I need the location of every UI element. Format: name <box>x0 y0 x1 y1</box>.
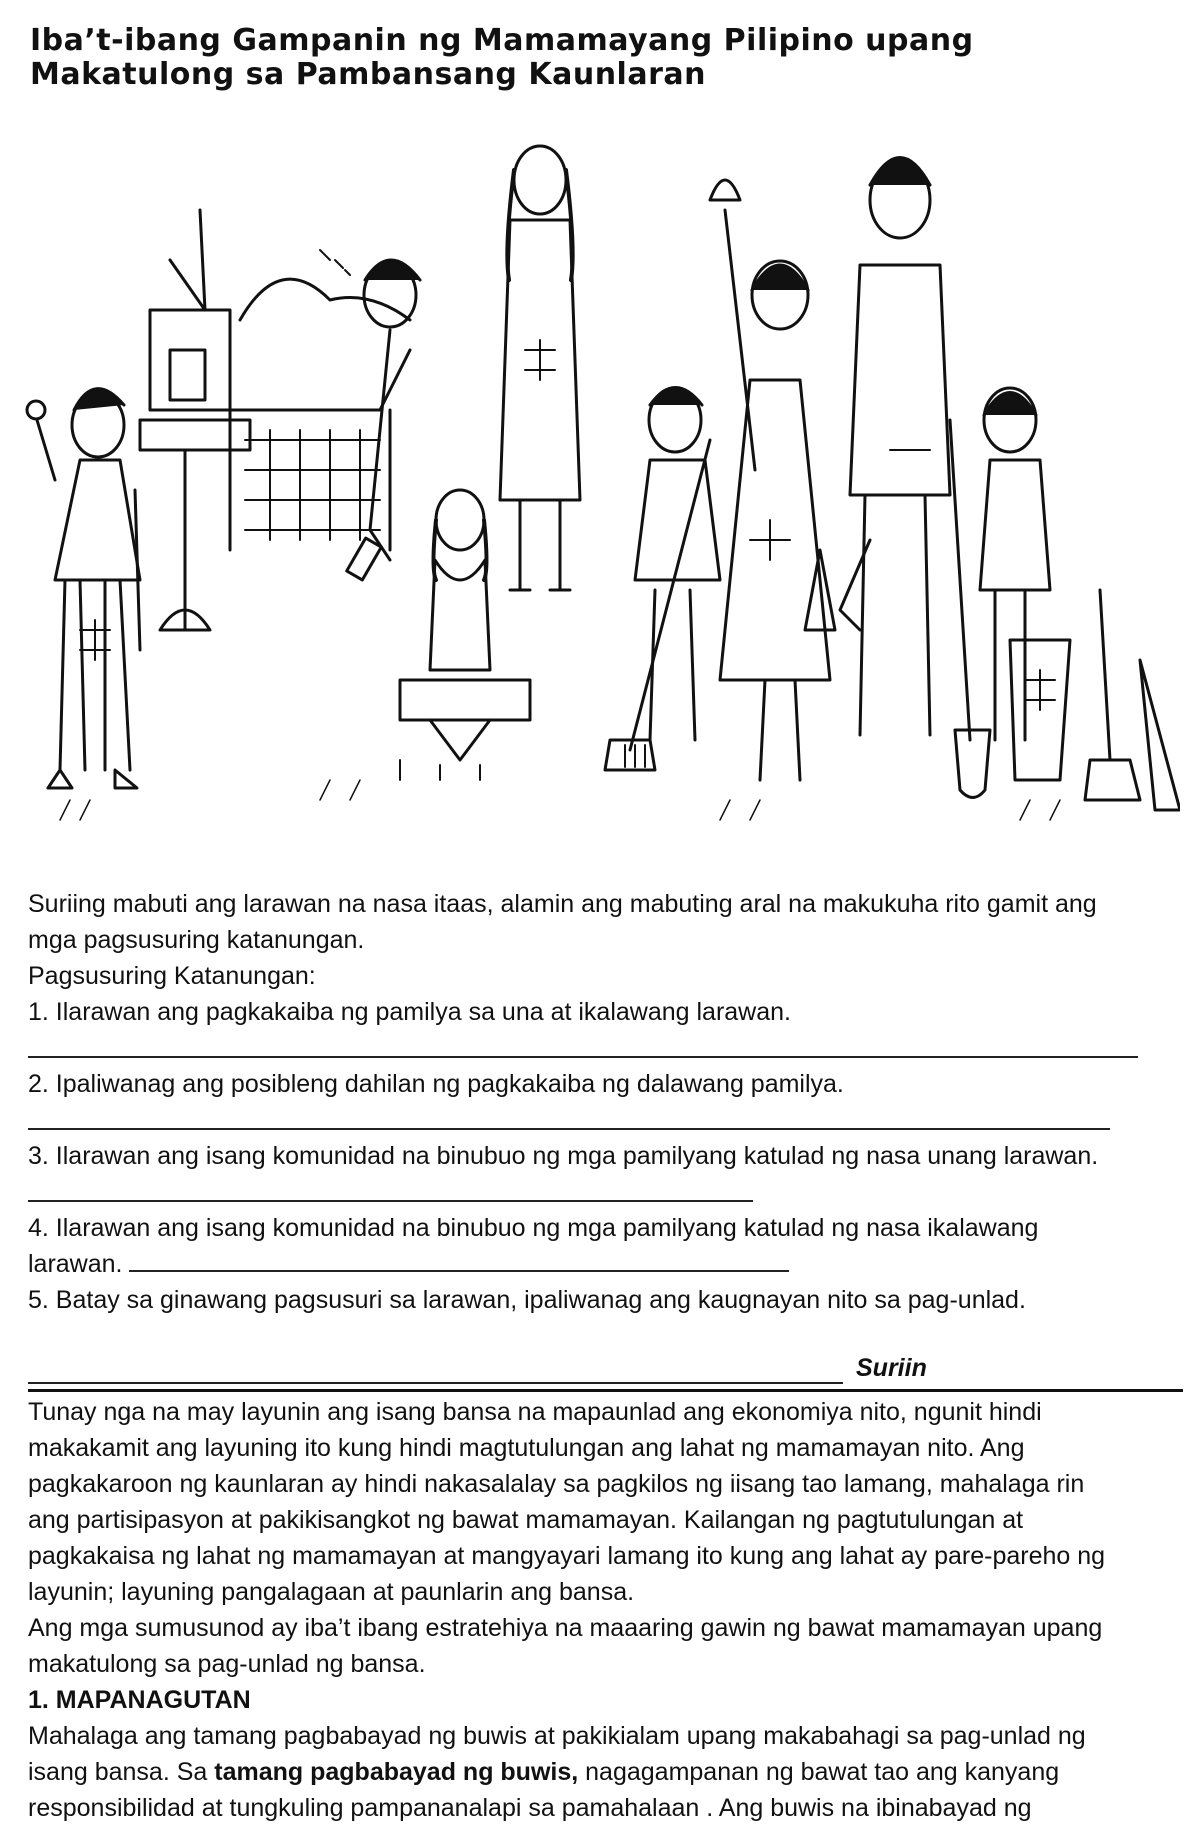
couch-figure <box>230 250 420 580</box>
question-1: 1. Ilarawan ang pagkakaiba ng pamilya sa una at ikalawang larawan. <box>28 998 791 1026</box>
family-illustration <box>20 120 1180 900</box>
girl-trash-figure <box>980 388 1070 780</box>
strategy-heading: 1. MAPANAGUTAN <box>28 1686 251 1714</box>
section-divider <box>28 1389 1183 1392</box>
intro-line: mga pagsusuring katanungan. <box>28 926 365 954</box>
boy-broom-figure <box>605 388 720 771</box>
question-2: 2. Ipaliwanag ang posibleng dahilan ng pagkakaiba ng dalawang pamilya. <box>28 1070 844 1098</box>
father-shovel-figure <box>840 158 990 798</box>
paragraph-line: makakamit ang layuning ito kung hindi magtutulungan ang lahat ng mamamayan nito. Ang <box>28 1434 1025 1462</box>
dustpan-figure <box>1085 590 1180 810</box>
answer-blank-4[interactable] <box>129 1248 789 1272</box>
paragraph-line: makatulong sa pag-unlad ng bansa. <box>28 1650 426 1678</box>
question-4-tail: larawan. <box>28 1250 123 1278</box>
page-title: Iba’t-ibang Gampanin ng Mamamayang Pilipino upang Makatulong sa Pambansang Kaunlaran <box>30 23 974 92</box>
paragraph-text: isang bansa. Sa <box>28 1758 215 1786</box>
question-4: 4. Ilarawan ang isang komunidad na binubuo ng mga pamilyang katulad ng nasa ikalawang <box>28 1214 1039 1242</box>
mother-figure <box>500 146 580 590</box>
paragraph-line: Mahalaga ang tamang pagbabayad ng buwis at pakikialam upang makabahagi sa pag-unlad ng <box>28 1722 1086 1750</box>
intro-line: Suriing mabuti ang larawan na nasa itaas, alamin ang mabuting aral na makukuha rito gamit ang <box>28 890 1097 918</box>
questions-heading: Pagsusuring Katanungan: <box>28 962 316 990</box>
paragraph-line: pagkakaisa ng lahat ng mamamayan at mangyayari lamang ito kung ang lahat ay pare-pareho ng <box>28 1542 1106 1570</box>
answer-blank-3[interactable] <box>28 1174 753 1202</box>
intro-section <box>28 886 1178 1318</box>
answer-blank-1[interactable] <box>28 1030 1138 1058</box>
paragraph-line: Tunay nga na may layunin ang isang bansa na mapaunlad ang ekonomiya nito, ngunit hindi <box>28 1398 1042 1426</box>
paragraph-text: nagagampanan ng bawat tao ang kanyang <box>578 1758 1060 1786</box>
paragraph-line: ang partisipasyon at pakikisangkot ng bawat mamamayan. Kailangan ng pagtutulungan at <box>28 1506 1024 1534</box>
section-label-suriin: Suriin <box>856 1354 927 1382</box>
paragraph-line: layunin; layuning pangalagaan at paunlarin ang bansa. <box>28 1578 635 1606</box>
paragraph-line: pagkakaroon ng kaunlaran ay hindi nakasalalay sa pagkilos ng iisang tao lamang, mahalaga rin <box>28 1470 1085 1498</box>
suriin-section <box>28 1394 1178 1826</box>
question-5: 5. Batay sa ginawang pagsusuri sa larawan, ipaliwanag ang kaugnayan nito sa pag-unlad. <box>28 1286 1026 1314</box>
paragraph-emphasis: tamang pagbabayad ng buwis, <box>214 1758 579 1786</box>
boy-waving-figure <box>27 389 140 788</box>
suriin-row <box>28 1352 1188 1392</box>
answer-blank-5[interactable] <box>28 1382 843 1384</box>
paragraph-line <box>28 1754 1178 1790</box>
paragraph-line: responsibilidad at tungkuling pampananalapi sa pamahalaan . Ang buwis na ibinabayad ng <box>28 1794 1032 1822</box>
mother-duster-figure <box>710 180 835 780</box>
girl-sitting-figure <box>400 490 530 780</box>
answer-blank-2[interactable] <box>28 1102 1110 1130</box>
question-4-cont <box>28 1246 1178 1282</box>
tv-figure <box>140 210 250 630</box>
question-3: 3. Ilarawan ang isang komunidad na binubuo ng mga pamilyang katulad ng nasa unang larawan. <box>28 1142 1099 1170</box>
paragraph-line: Ang mga sumusunod ay iba’t ibang estratehiya na maaaring gawin ng bawat mamamayan upang <box>28 1614 1103 1642</box>
